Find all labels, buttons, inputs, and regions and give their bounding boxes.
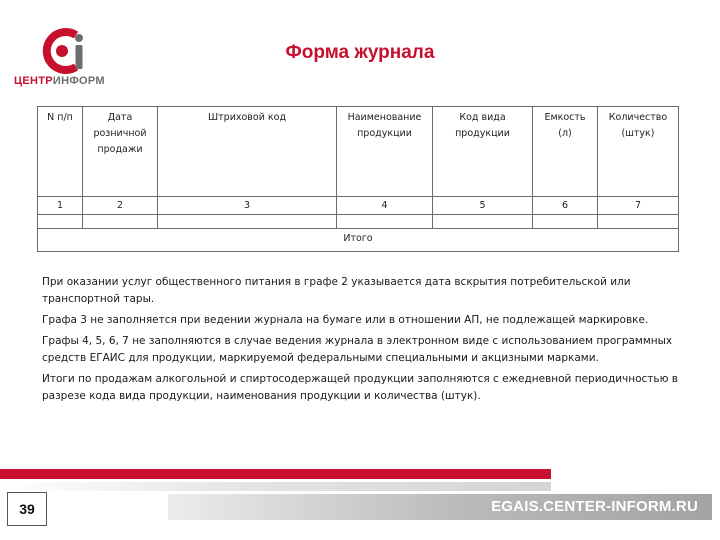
empty-cell [533,215,598,229]
empty-cell [337,215,433,229]
note-paragraph: При оказании услуг общественного питания в графе 2 указывается дата вскрытия потребительской или транспортной тары. [42,276,631,305]
empty-cell [158,215,337,229]
accent-divider-red [0,469,551,479]
header-cell: Код вида продукции [433,107,533,197]
note-paragraph: Итоги по продажам алкогольной и спиртосодержащей продукции заполняются с ежедневной периодичностью в разрезе кода вида продукции, наименования продукции и количества (штук). [42,373,678,402]
column-number-cell: 1 [38,197,83,215]
column-number-cell: 4 [337,197,433,215]
empty-cell [83,215,158,229]
notes-section [42,274,678,409]
header-cell: Штриховой код [158,107,337,197]
total-cell: Итого [38,229,679,252]
footer-bar [168,494,712,520]
footer-site-url: EGAIS.CENTER-INFORM.RU [491,498,698,515]
column-number-cell: 7 [598,197,679,215]
column-number-row [38,197,679,215]
logo-text [14,75,124,87]
header-cell: Наименование продукции [337,107,433,197]
logo-text-part2: ИНФОРМ [52,75,105,87]
total-row [38,229,679,252]
logo-text-part1: ЦЕНТР [14,75,53,87]
header-cell: Емкость (л) [533,107,598,197]
header-cell: Дата розничной продажи [83,107,158,197]
empty-cell [598,215,679,229]
company-logo [14,26,114,96]
column-number-cell: 2 [83,197,158,215]
empty-cell [38,215,83,229]
header-cell: Количество (штук) [598,107,679,197]
empty-cell [433,215,533,229]
table-header-row [38,107,679,197]
note-paragraph: Графа 3 не заполняется при ведении журнала на бумаге или в отношении АП, не подлежащей маркировке. [42,314,649,326]
column-number-cell: 5 [433,197,533,215]
page-title: Форма журнала [285,42,435,63]
accent-divider-gray [0,482,551,491]
page-number: 39 [7,492,47,526]
table-row [38,215,679,229]
header-cell: N п/п [38,107,83,197]
journal-form-table [37,106,679,252]
column-number-cell: 6 [533,197,598,215]
note-paragraph: Графы 4, 5, 6, 7 не заполняются в случае ведения журнала в электронном виде с использованием программных средств ЕГАИС для продукции, маркируемой федеральными специальными и акцизными марками. [42,335,673,364]
column-number-cell: 3 [158,197,337,215]
logo-emblem-icon [36,26,96,76]
